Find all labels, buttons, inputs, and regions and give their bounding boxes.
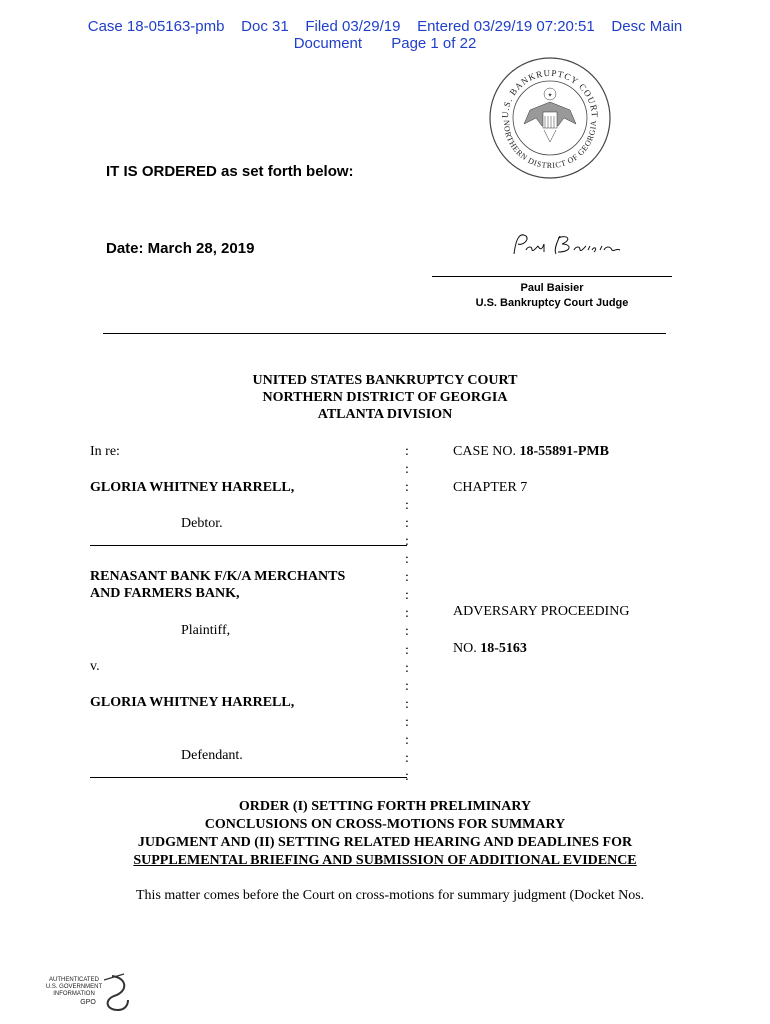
svg-text:✦: ✦: [547, 93, 553, 99]
judge-title: U.S. Bankruptcy Court Judge: [475, 297, 629, 309]
caption-defendant-label: Defendant.: [181, 748, 243, 763]
svg-text:U.S. BANKRUPTCY COURT: U.S. BANKRUPTCY COURT: [499, 67, 601, 119]
judge-signature: [508, 228, 628, 262]
gpo-text-line-3: INFORMATION: [53, 991, 95, 997]
caption-rule: [90, 777, 407, 778]
chapter: CHAPTER 7: [453, 480, 528, 495]
order-title-line-2: CONCLUSIONS ON CROSS-MOTIONS FOR SUMMARY: [204, 817, 566, 832]
caption-colon-column: : : : : : : : : : : : : : : : : : : :: [405, 444, 409, 784]
order-title-line-4: SUPPLEMENTAL BRIEFING AND SUBMISSION OF ADDITIONAL EVIDENCE: [133, 853, 637, 868]
caption-plaintiff-name-2: AND FARMERS BANK,: [90, 586, 240, 601]
caption-plaintiff-label: Plaintiff,: [181, 623, 231, 638]
adversary-number: NO. 18-5163: [453, 641, 527, 656]
signature-line: [432, 276, 672, 277]
divider: [103, 333, 666, 334]
caption-debtor-label: Debtor.: [181, 516, 223, 531]
gpo-text-line-2: U.S. GOVERNMENT: [45, 984, 103, 990]
order-title-line-3: JUDGMENT AND (II) SETTING RELATED HEARING AND DEADLINES FOR: [137, 835, 633, 850]
gpo-text-line-1: AUTHENTICATED: [49, 977, 99, 983]
ecf-header-line-1: Case 18-05163-pmb Doc 31 Filed 03/29/19 Entered 03/29/19 07:20:51 Desc Main: [87, 18, 683, 35]
caption-rule: [90, 545, 407, 546]
order-title-line-1: ORDER (I) SETTING FORTH PRELIMINARY: [238, 799, 532, 814]
svg-text:NORTHERN DISTRICT OF GEORGIA: NORTHERN DISTRICT OF GEORGIA: [501, 119, 599, 171]
adversary-proceeding-label: ADVERSARY PROCEEDING: [453, 604, 630, 619]
judge-name: Paul Baisier: [520, 282, 584, 294]
caption-plaintiff-name-1: RENASANT BANK F/K/A MERCHANTS: [90, 569, 346, 584]
gpo-mark: GPO: [80, 999, 96, 1006]
caption-defendant-name: GLORIA WHITNEY HARRELL,: [90, 695, 295, 710]
case-number: CASE NO. 18-55891-PMB: [453, 444, 609, 459]
caption-in-re: In re:: [90, 444, 120, 459]
order-date: Date: March 28, 2019: [106, 240, 255, 257]
court-name: UNITED STATES BANKRUPTCY COURT: [252, 373, 518, 388]
body-paragraph: This matter comes before the Court on cross-motions for summary judgment (Docket Nos.: [136, 888, 645, 903]
order-heading: IT IS ORDERED as set forth below:: [106, 163, 354, 180]
ecf-header-line-2: Document Page 1 of 22: [293, 35, 477, 52]
caption-debtor-name: GLORIA WHITNEY HARRELL,: [90, 480, 295, 495]
court-division: ATLANTA DIVISION: [317, 407, 453, 422]
court-seal-icon: [486, 52, 614, 182]
caption-versus: v.: [90, 659, 100, 674]
court-district: NORTHERN DISTRICT OF GEORGIA: [262, 390, 508, 405]
